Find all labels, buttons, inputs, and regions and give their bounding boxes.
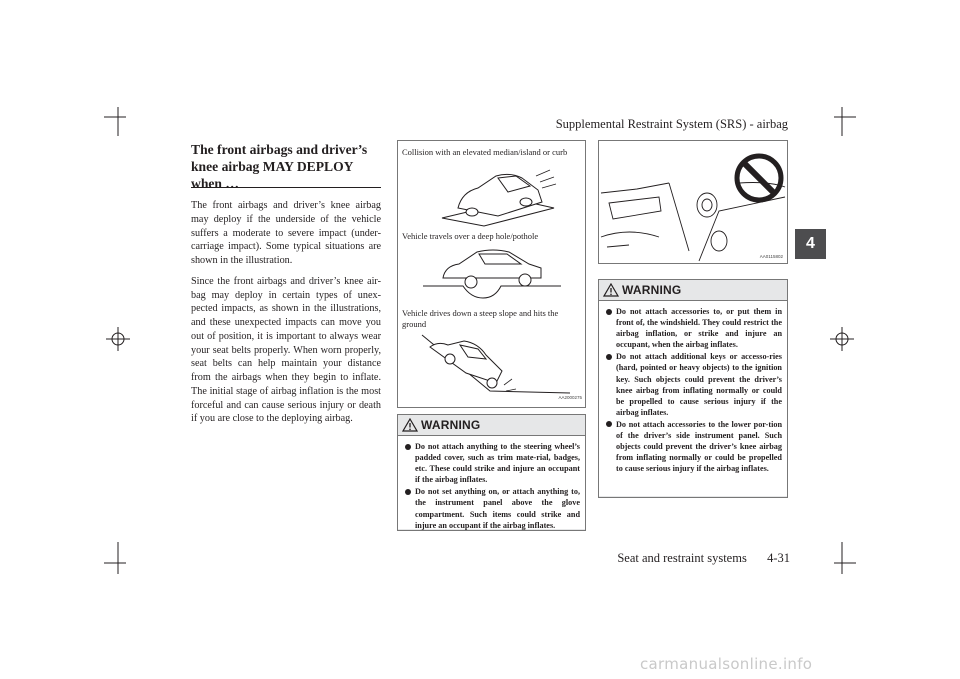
warning-item: Do not attach accessories to the lower por-tion of the driver’s side instrument panel. Such objects could prevent the driver’s knee airbag from inflating normally or could be propelled to cause serious injury if the airbag inflates. — [604, 419, 782, 474]
caption-median-collision: Collision with an elevated median/island or curb — [402, 147, 568, 157]
page-number: 4-31 — [767, 551, 790, 565]
warning-triangle-icon — [603, 283, 619, 297]
image-code: AA2000275 — [558, 395, 582, 400]
page-footer — [560, 551, 790, 566]
warning-item: Do not set anything on, or attach anything to, the instrument panel above the glove compartment. Such items could strike and injure an occupant if the airbag inflates. — [403, 486, 580, 530]
car-pothole-icon — [423, 246, 563, 302]
heading-divider — [191, 187, 381, 188]
car-slope-icon — [420, 333, 580, 399]
body-paragraph-2: Since the front airbags and driver’s knee air-bag may deploy in certain types of unex-pected impacts, as shown in the illustrations, and these unexpected impacts can move you out of position, it is important to always wear your seat belts properly. When worn properly, seat belts can help maintain your distance from the airbags when they begin to inflate. The initial stage of airbag inflation is the most forceful and can cause serious injury or death if you are close to the deploying airbag. — [191, 275, 381, 425]
warning-item: Do not attach anything to the steering wheel’s padded cover, such as trim mate-rial, badges, etc. These could strike and injure an occupant if the airbag inflates. — [403, 441, 580, 485]
deployment-illustration-panel — [397, 140, 586, 408]
body-text — [191, 199, 381, 433]
chapter-tab[interactable]: 4 — [795, 229, 826, 259]
caption-pothole: Vehicle travels over a deep hole/pothole — [402, 231, 539, 241]
footer-section-name: Seat and restraint systems — [617, 551, 747, 565]
warning-item: Do not attach accessories to, or put them in front of, the windshield. They could restrict the airbag inflation, or strike and injure an occupant, when the airbag inflates. — [604, 306, 782, 350]
caption-steep-slope: Vehicle drives down a steep slope and hits the ground — [402, 308, 559, 329]
warning-box-accessories — [598, 279, 788, 498]
image-code: AA0115802 — [759, 254, 783, 259]
car-curb-collision-icon — [438, 168, 558, 232]
page-header-title: Supplemental Restraint System (SRS) - airbag — [555, 117, 788, 131]
warning-header — [398, 415, 585, 435]
warning-label: WARNING — [421, 418, 481, 432]
section-heading: The front airbags and driver’s knee airbag MAY DEPLOY when … — [191, 142, 368, 191]
warning-label: WARNING — [622, 283, 682, 297]
warning-box-steering — [397, 414, 586, 531]
warning-item: Do not attach additional keys or accesso-ries (hard, pointed or heavy objects) to the ignition key. Such objects could prevent the driver’s knee airbag from inflating normally or could be propelled to cause serious injury if the airbag inflates. — [604, 351, 782, 418]
body-paragraph-1: The front airbags and driver’s knee airbag may deploy if the underside of the vehicle suffers a moderate to severe impact (under-carriage impact). Some typical situations are shown in the illustration. — [191, 200, 381, 266]
warning-header — [599, 280, 787, 300]
warning-triangle-icon — [402, 418, 418, 432]
prohibition-icon — [732, 151, 786, 205]
site-watermark: carmanualsonline.info — [640, 655, 813, 673]
dashboard-illustration-panel — [598, 140, 788, 264]
